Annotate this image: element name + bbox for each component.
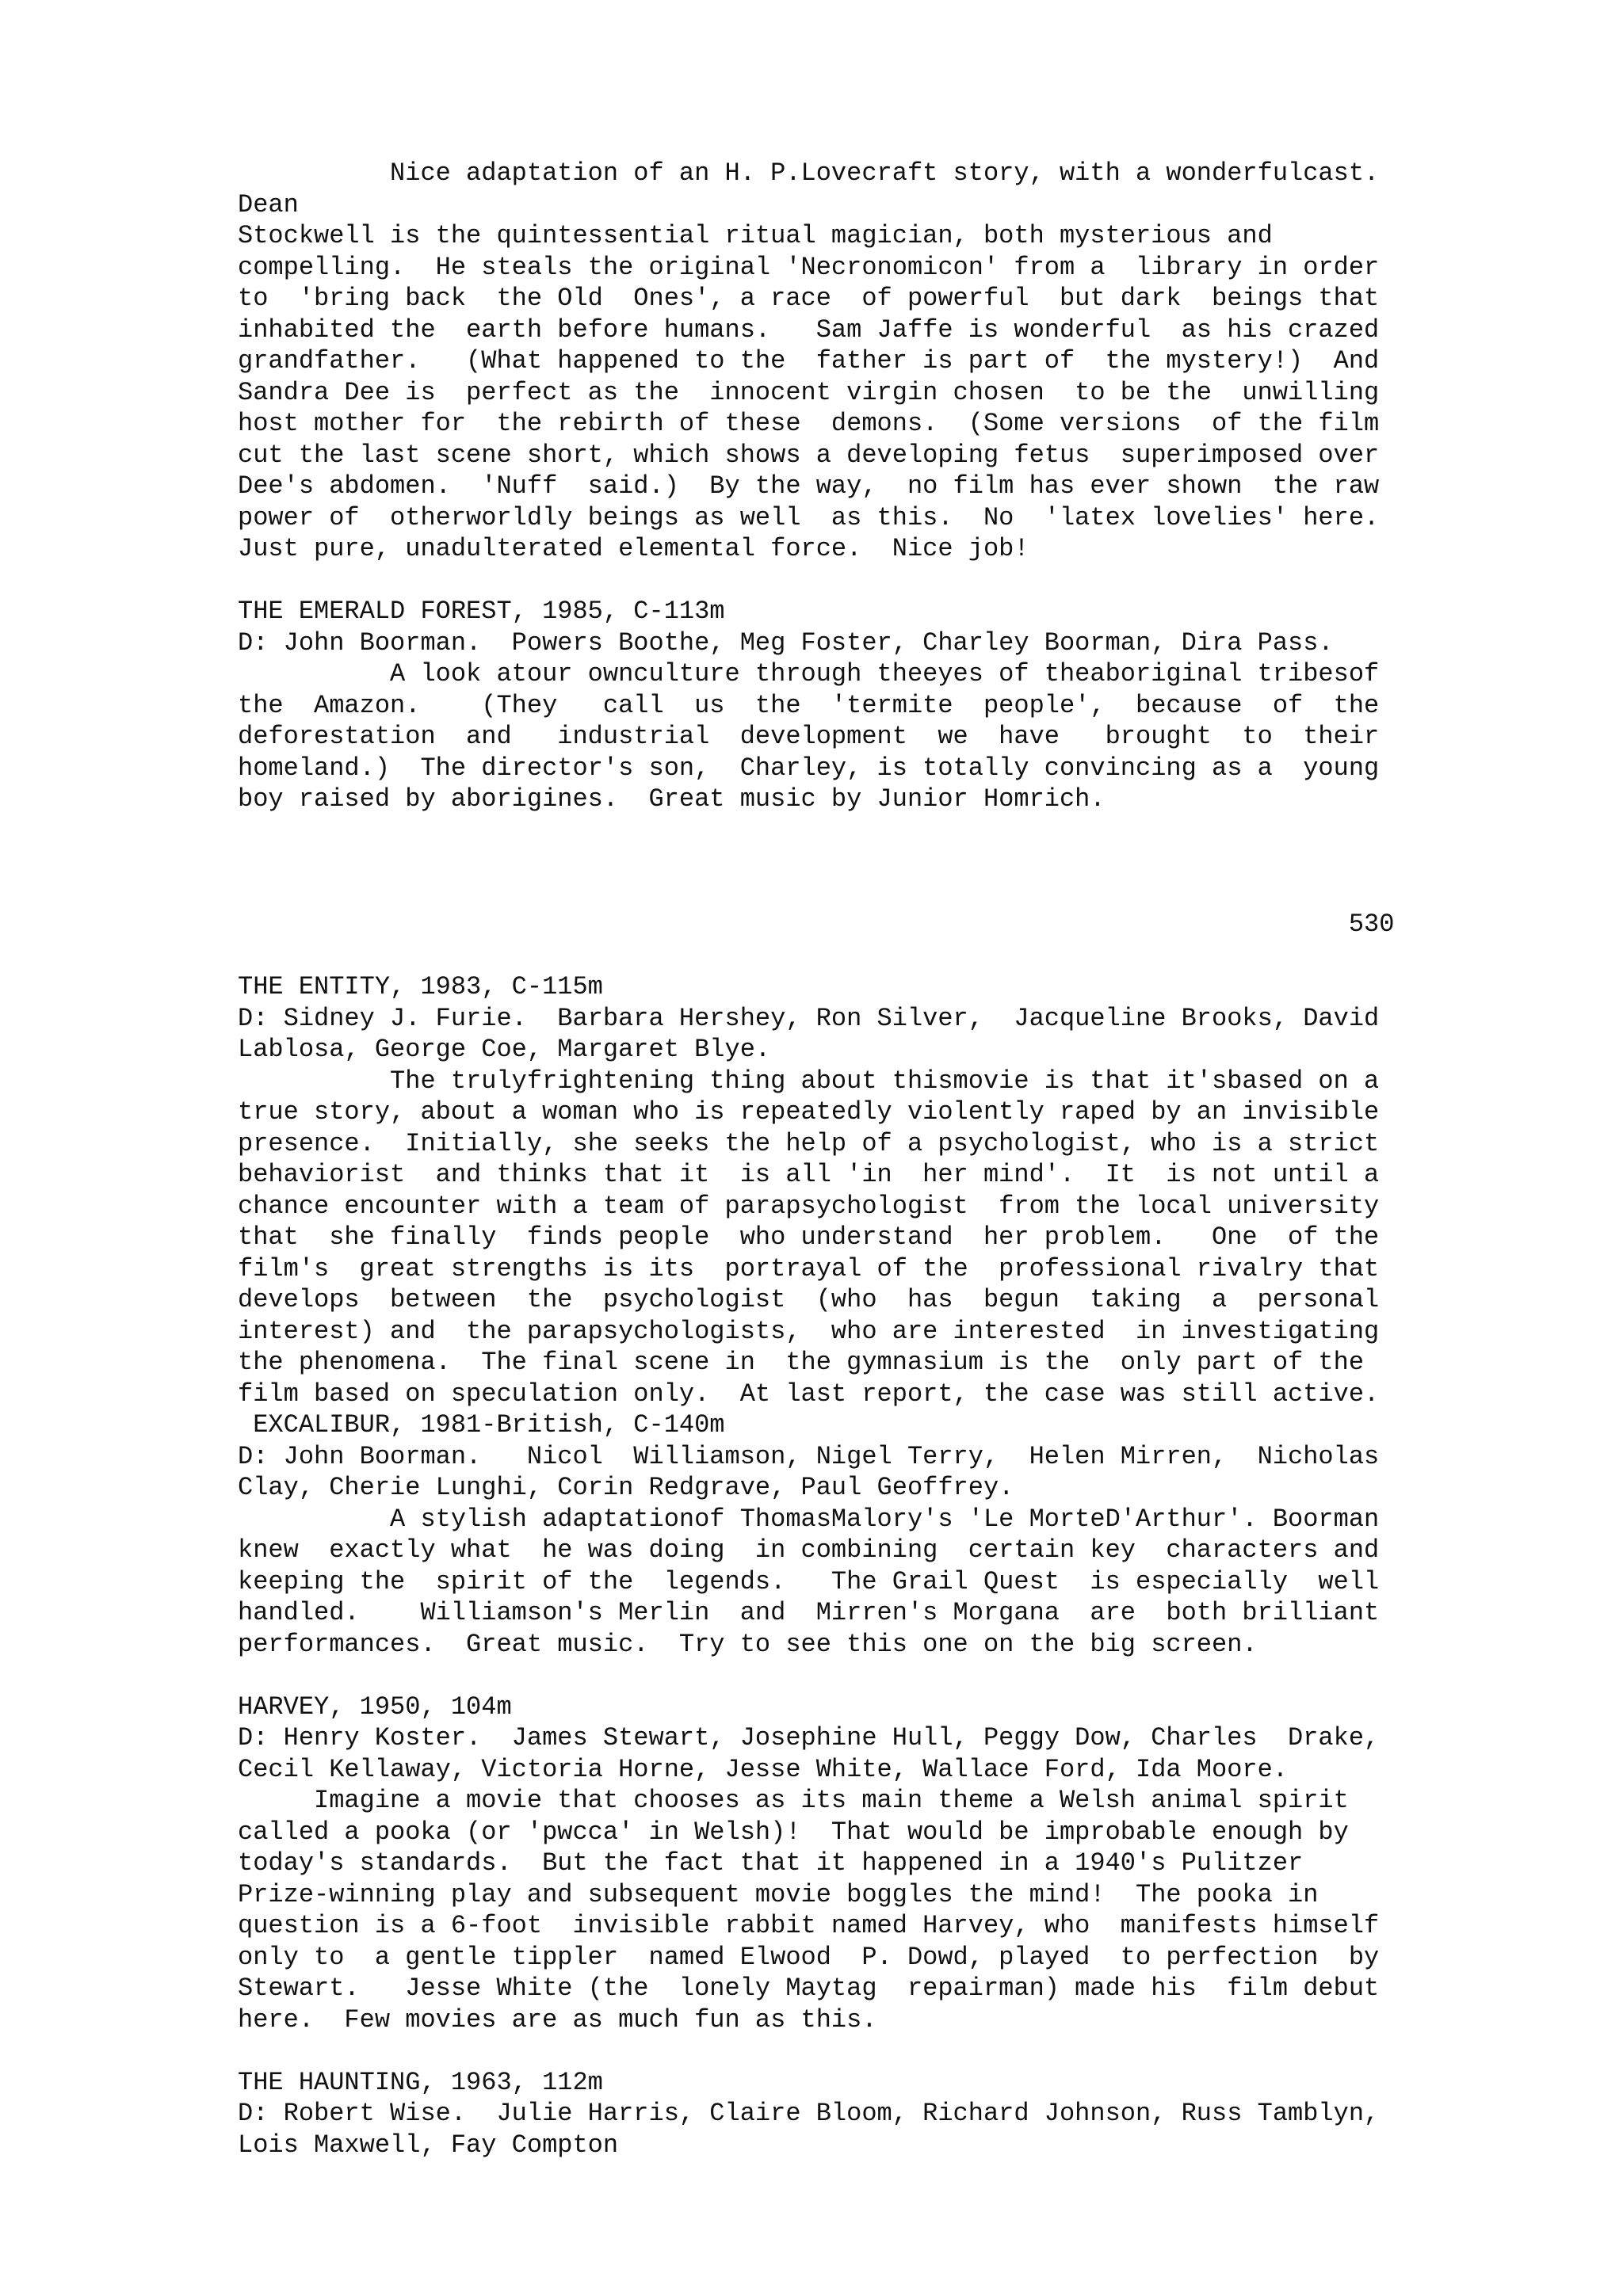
text-line: knew exactly what he was doing in combining certain key characters and — [238, 1535, 1380, 1565]
text-line: D: John Boorman. Nicol Williamson, Nigel Terry, Helen Mirren, Nicholas — [238, 1441, 1380, 1471]
text-line: A stylish adaptationof ThomasMalory's 'Le MorteD'Arthur'. Boorman — [238, 1504, 1380, 1534]
text-line: Stewart. Jesse White (the lonely Maytag repairman) made his film debut — [238, 1974, 1380, 2003]
text-line: THE EMERALD FOREST, 1985, C-113m — [238, 597, 725, 626]
text-line: HARVEY, 1950, 104m — [238, 1691, 512, 1722]
text-line: host mother for the rebirth of these demons. (Some versions of the film — [238, 409, 1380, 438]
text-line: that she finally finds people who understand her problem. One of the — [238, 1222, 1380, 1252]
text-line: THE HAUNTING, 1963, 112m — [238, 2067, 603, 2097]
text-line: D: Robert Wise. Julie Harris, Claire Bloom, Richard Johnson, Russ Tamblyn, — [238, 2099, 1380, 2128]
text-line: interest) and the parapsychologists, who are interested in investigating — [238, 1316, 1380, 1346]
text-line: cut the last scene short, which shows a developing fetus superimposed over — [238, 440, 1380, 470]
text-line: Nice adaptation of an H. P.Lovecraft story, with a wonderfulcast. — [238, 158, 1380, 188]
text-line: Dean — [238, 189, 299, 219]
text-line: only to a gentle tippler named Elwood P. Dowd, played to perfection by — [238, 1942, 1380, 1972]
text-line: compelling. He steals the original 'Necronomicon' from a library in order — [238, 252, 1380, 282]
text-line: Sandra Dee is perfect as the innocent virgin chosen to be the unwilling — [238, 377, 1380, 407]
text-line: Cecil Kellaway, Victoria Horne, Jesse White, Wallace Ford, Ida Moore. — [238, 1754, 1289, 1784]
text-line: the phenomena. The final scene in the gymnasium is the only part of the — [238, 1348, 1365, 1377]
text-line: The trulyfrightening thing about thismovie is that it'sbased on a — [238, 1066, 1380, 1096]
text-line: to 'bring back the Old Ones', a race of powerful but dark beings that — [238, 284, 1380, 313]
text-line: film based on speculation only. At last report, the case was still active. — [238, 1379, 1380, 1409]
text-line: boy raised by aborigines. Great music by Junior Homrich. — [238, 784, 1106, 814]
text-line: Just pure, unadulterated elemental force. Nice job! — [238, 534, 1029, 563]
text-line: Dee's abdomen. 'Nuff said.) By the way, no film has ever shown the raw — [238, 471, 1380, 501]
text-line: here. Few movies are as much fun as this. — [238, 2004, 877, 2035]
text-line: A look atour ownculture through theeyes of theaboriginal tribesof — [238, 659, 1380, 688]
text-line: called a pooka (or 'pwcca' in Welsh)! That would be improbable enough by — [238, 1817, 1349, 1847]
text-line: today's standards. But the fact that it happened in a 1940's Pulitzer — [238, 1848, 1304, 1878]
text-line: true story, about a woman who is repeatedly violently raped by an invisible — [238, 1097, 1380, 1127]
text-line: EXCALIBUR, 1981-British, C-140m — [238, 1410, 725, 1440]
text-line: Imagine a movie that chooses as its main theme a Welsh animal spirit — [238, 1786, 1349, 1815]
text-line: THE ENTITY, 1983, C-115m — [238, 972, 603, 1001]
text-line: D: John Boorman. Powers Boothe, Meg Foster, Charley Boorman, Dira Pass. — [238, 627, 1334, 658]
text-line: D: Henry Koster. James Stewart, Josephine Hull, Peggy Dow, Charles Drake, — [238, 1723, 1380, 1753]
text-line: presence. Initially, she seeks the help of a psychologist, who is a strict — [238, 1128, 1380, 1158]
text-line: Stockwell is the quintessential ritual magician, both mysterious and — [238, 221, 1273, 250]
text-line: film's great strengths is its portrayal of the professional rivalry that — [238, 1253, 1380, 1283]
text-line: Lablosa, George Coe, Margaret Blye. — [238, 1035, 771, 1064]
text-line: Clay, Cherie Lunghi, Corin Redgrave, Paul Geoffrey. — [238, 1473, 1014, 1502]
text-line: performances. Great music. Try to see this one on the big screen. — [238, 1629, 1258, 1659]
text-line: handled. Williamson's Merlin and Mirren's Morgana are both brilliant — [238, 1598, 1380, 1627]
text-line: power of otherworldly beings as well as this. No 'latex lovelies' here. — [238, 502, 1380, 532]
text-line: homeland.) The director's son, Charley, is totally convincing as a young — [238, 753, 1380, 783]
text-line: Lois Maxwell, Fay Compton — [238, 2130, 619, 2160]
text-line: Prize-winning play and subsequent movie boggles the mind! The pooka in — [238, 1879, 1319, 1909]
page-number: 530 — [238, 910, 1395, 939]
text-line: keeping the spirit of the legends. The Grail Quest is especially well — [238, 1566, 1380, 1596]
text-line: D: Sidney J. Furie. Barbara Hershey, Ron Silver, Jacqueline Brooks, David — [238, 1003, 1380, 1033]
text-line: inhabited the earth before humans. Sam Jaffe is wonderful as his crazed — [238, 315, 1380, 345]
text-line: question is a 6-foot invisible rabbit named Harvey, who manifests himself — [238, 1911, 1380, 1940]
text-line: the Amazon. (They call us the 'termite people', because of the — [238, 690, 1380, 720]
text-line: deforestation and industrial development we have brought to their — [238, 722, 1380, 751]
text-line: behaviorist and thinks that it is all 'in her mind'. It is not until a — [238, 1160, 1380, 1189]
text-line: grandfather. (What happened to the father is part of the mystery!) And — [238, 346, 1380, 376]
text-line: chance encounter with a team of parapsychologist from the local university — [238, 1191, 1380, 1221]
text-line: develops between the psychologist (who has begun taking a personal — [238, 1285, 1380, 1314]
